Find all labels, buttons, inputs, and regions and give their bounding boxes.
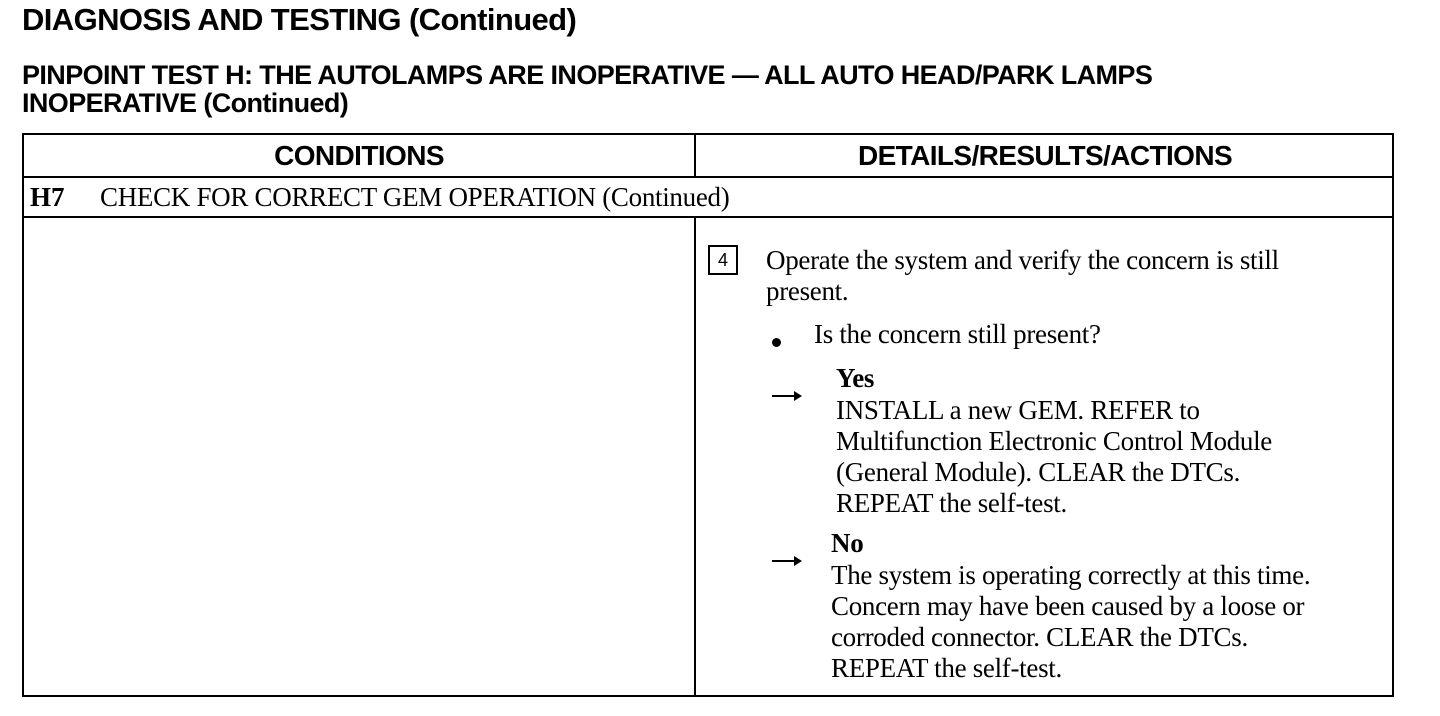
no-action-line: corroded connector. CLEAR the DTCs.	[831, 622, 1248, 652]
procedure-table	[22, 133, 1394, 697]
right-arrow-icon	[770, 554, 804, 568]
pinpoint-test-title-line-2: INOPERATIVE (Continued)	[22, 88, 349, 118]
conditions-header: CONDITIONS	[24, 135, 696, 176]
no-action-text	[831, 560, 1310, 684]
step-id: H7	[30, 182, 65, 212]
bullet-icon	[772, 338, 781, 347]
conditions-cell	[24, 218, 696, 697]
no-action-line: REPEAT the self-test.	[831, 653, 1062, 683]
step-row	[24, 176, 1392, 218]
yes-action-line: REPEAT the self-test.	[836, 488, 1067, 518]
right-arrow-icon	[770, 389, 804, 403]
yes-action-text	[836, 395, 1272, 519]
instruction-text	[766, 245, 1279, 307]
pinpoint-test-title	[22, 61, 1402, 117]
pinpoint-test-title-line-1: PINPOINT TEST H: THE AUTOLAMPS ARE INOPERATIVE — ALL AUTO HEAD/PARK LAMPS	[22, 60, 1153, 90]
details-results-actions-header: DETAILS/RESULTS/ACTIONS	[857, 140, 1233, 171]
instruction-line: Operate the system and verify the concern is still	[766, 245, 1279, 275]
instruction-line: present.	[766, 276, 849, 306]
no-label: No	[831, 528, 864, 558]
yes-action-line: Multifunction Electronic Control Module	[836, 426, 1272, 456]
no-action-line: The system is operating correctly at this time.	[831, 560, 1311, 590]
yes-action-line: (General Module). CLEAR the DTCs.	[836, 457, 1241, 487]
step-name: CHECK FOR CORRECT GEM OPERATION (Continued)	[100, 182, 730, 212]
step-number-box: 4	[708, 245, 738, 275]
yes-action-line: INSTALL a new GEM. REFER to	[836, 395, 1200, 425]
yes-label: Yes	[836, 363, 875, 393]
no-action-line: Concern may have been caused by a loose or	[831, 591, 1305, 621]
question-text: Is the concern still present?	[814, 319, 1101, 349]
section-title: DIAGNOSIS AND TESTING (Continued)	[22, 2, 577, 37]
details-cell	[696, 218, 1394, 697]
